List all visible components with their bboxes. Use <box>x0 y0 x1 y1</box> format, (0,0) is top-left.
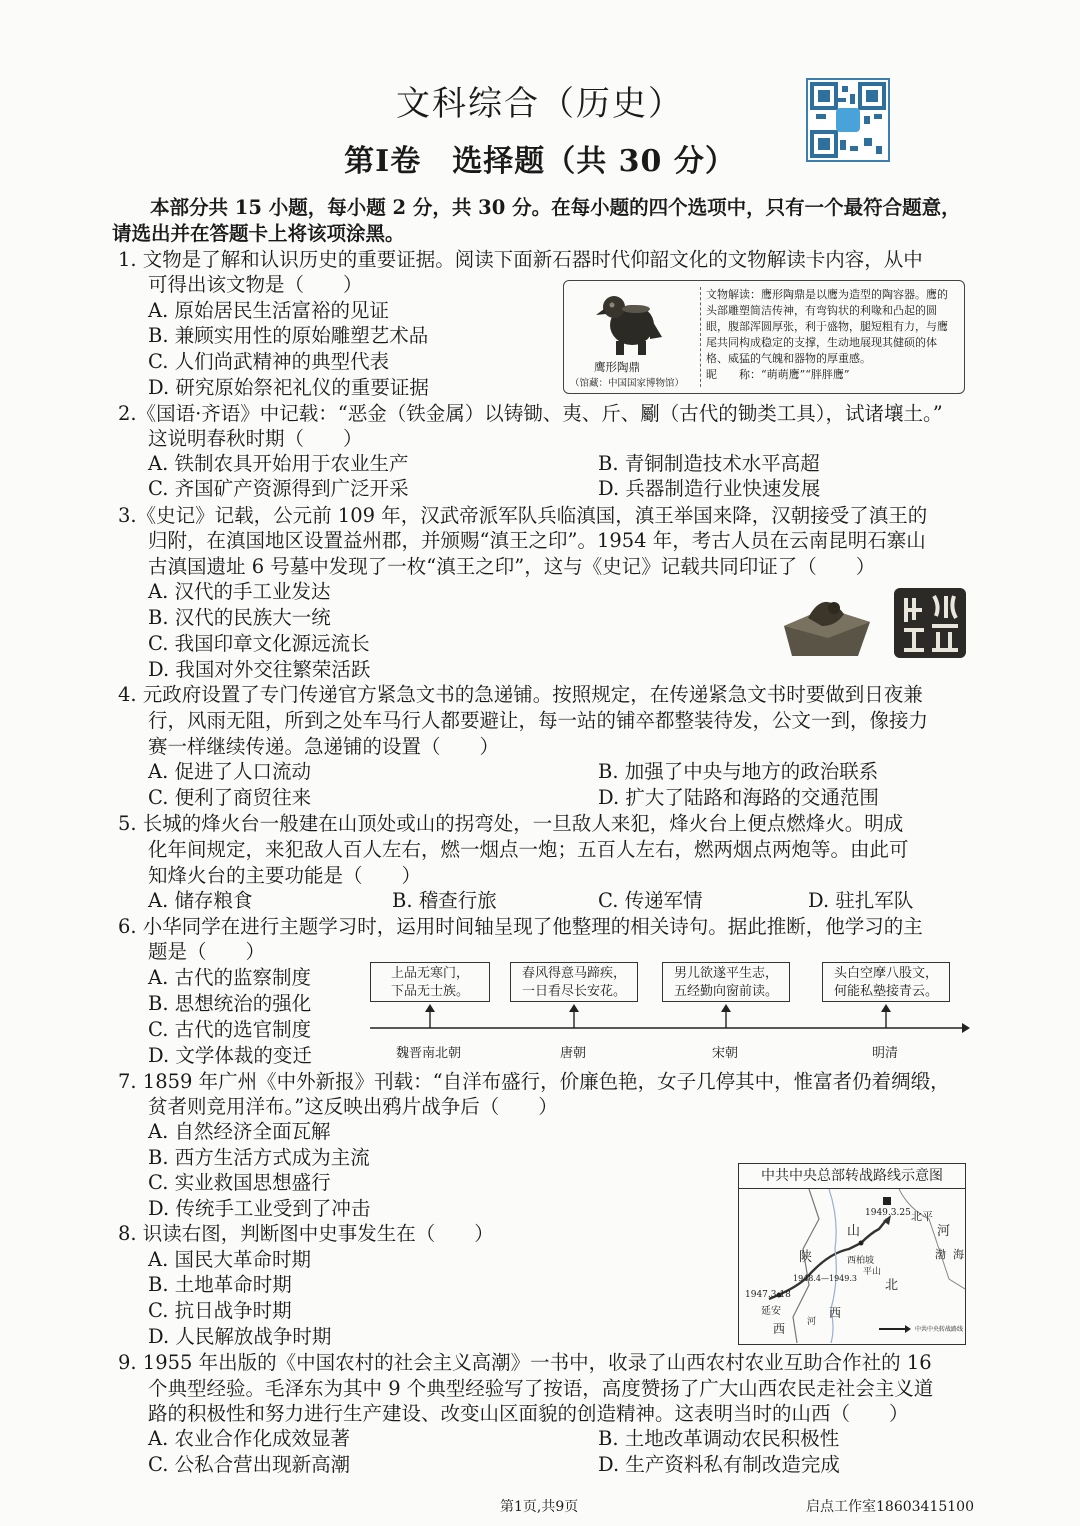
question-8-stem: 8. 识读右图，判断图中史事发生在（ ） <box>118 1222 494 1245</box>
timeline-axis <box>370 1002 970 1038</box>
question-7-option-a[interactable]: A. 自然经济全面瓦解 <box>148 1120 331 1143</box>
question-6-stem: 题是（ ） <box>148 940 266 963</box>
question-9-stem: 9. 1955 年出版的《中国农村的社会主义高潮》一书中，收录了山西农村农业互助合作社的 16 <box>118 1351 932 1374</box>
page-number: 第1页,共9页 <box>500 1499 579 1515</box>
seal-imprint-image <box>892 586 968 660</box>
question-4-option-c[interactable]: C. 便利了商贸往来 <box>148 786 312 809</box>
question-7-stem: 贫者则竞用洋布。”这反映出鸦片战争后（ ） <box>148 1095 558 1118</box>
qr-code-icon <box>806 78 890 162</box>
question-5-option-d[interactable]: D. 驻扎军队 <box>808 889 914 912</box>
question-2-stem: 2.《国语·齐语》中记载：“恶金（铁金属）以铸锄、夷、斤、劚（古代的锄类工具），试诸壤土。” <box>118 402 943 425</box>
question-9-option-d[interactable]: D. 生产资料私有制改造完成 <box>598 1453 840 1476</box>
question-2-option-b[interactable]: B. 青铜制造技术水平高超 <box>598 452 820 475</box>
question-2-option-c[interactable]: C. 齐国矿产资源得到广泛开采 <box>148 477 409 500</box>
question-5-stem: 化年间规定，来犯敌人百人左右，燃一烟点一炮；五百人左右，燃两烟点两炮等。由此可 <box>148 838 909 861</box>
question-3-stem: 古滇国遗址 6 号墓中发现了一枚“滇王之印”，这与《史记》记载共同印证了（ ） <box>148 555 876 578</box>
question-1-option-c[interactable]: C. 人们尚武精神的典型代表 <box>148 350 390 373</box>
artifact-description: 文物解读：鹰形陶鼎是以鹰为造型的陶容器。鹰的头部雕塑简洁传神，有弯钩状的利喙和凸起的圆眼，腹部浑圆厚张，利于盛物，腿短粗有力，与鹰尾共同构成稳定的支撑，生动地展现其健硕的体格、威猛的气魄和器物的厚重感。 昵 称：“萌萌鹰”“胖胖鹰” <box>706 288 948 381</box>
question-1-option-b[interactable]: B. 兼顾实用性的原始雕塑艺术品 <box>148 324 429 347</box>
question-1-option-a[interactable]: A. 原始居民生活富裕的见证 <box>148 299 389 322</box>
timeline <box>370 960 970 1060</box>
question-3-option-b[interactable]: B. 汉代的民族大一统 <box>148 606 331 629</box>
studio-contact: 启点工作室18603415100 <box>806 1499 974 1515</box>
eagle-vessel-image <box>594 287 664 357</box>
timeline-poem-3: 男儿欲遂平生志， 五经勤向窗前读。 <box>662 962 790 1002</box>
artifact-collection: （馆藏：中国国家博物馆） <box>570 378 685 389</box>
timeline-era-2: 唐朝 <box>560 1046 587 1061</box>
question-7-option-d[interactable]: D. 传统手工业受到了冲击 <box>148 1197 371 1220</box>
question-6-option-b[interactable]: B. 思想统治的强化 <box>148 992 312 1015</box>
instructions-line-2: 请选出并在答题卡上将该项涂黑。 <box>112 222 405 245</box>
question-3-option-d[interactable]: D. 我国对外交往繁荣活跃 <box>148 658 371 681</box>
question-5-option-a[interactable]: A. 储存粮食 <box>148 889 253 912</box>
question-9-option-c[interactable]: C. 公私合营出现新高潮 <box>148 1453 351 1476</box>
question-4-option-d[interactable]: D. 扩大了陆路和海路的交通范围 <box>598 786 879 809</box>
question-9-option-a[interactable]: A. 农业合作化成效显著 <box>148 1427 350 1450</box>
question-6-stem: 6. 小华同学在进行主题学习时，运用时间轴呈现了他整理的相关诗句。据此推断，他学习的主 <box>118 915 923 938</box>
question-6-option-a[interactable]: A. 古代的监察制度 <box>148 966 311 989</box>
question-4-option-b[interactable]: B. 加强了中央与地方的政治联系 <box>598 760 879 783</box>
artifact-card <box>563 280 965 394</box>
question-7-stem: 7. 1859 年广州《中外新报》刊载：“自洋布盛行，价廉色艳，女子几停其中，惟富者仍着绸缎， <box>118 1070 950 1093</box>
question-8-option-b[interactable]: B. 土地革命时期 <box>148 1273 292 1296</box>
question-2-stem: 这说明春秋时期（ ） <box>148 427 363 450</box>
question-7-option-b[interactable]: B. 西方生活方式成为主流 <box>148 1146 370 1169</box>
question-3-option-c[interactable]: C. 我国印章文化源远流长 <box>148 632 370 655</box>
question-1-stem: 可得出该文物是（ ） <box>148 273 363 296</box>
timeline-poem-2: 春风得意马蹄疾， 一日看尽长安花。 <box>510 962 638 1002</box>
question-4-stem: 行，风雨无阻，所到之处车马行人都要避让，每一站的铺卒都整装待发，公文一到，像接力 <box>148 709 929 732</box>
question-5-option-c[interactable]: C. 传递军情 <box>598 889 703 912</box>
question-3-stem: 3.《史记》记载，公元前 109 年，汉武帝派军队兵临滇国，滇王举国来降，汉朝接受了滇王的 <box>118 504 928 527</box>
question-4-option-a[interactable]: A. 促进了人口流动 <box>148 760 311 783</box>
question-1-option-d[interactable]: D. 研究原始祭祀礼仪的重要证据 <box>148 376 429 399</box>
question-4-stem: 4. 元政府设置了专门传递官方紧急文书的急递铺。按照规定，在传递紧急文书时要做到日夜兼 <box>118 683 923 706</box>
page-title: 文科综合（历史） <box>396 84 684 124</box>
seal-photo-image <box>778 582 874 662</box>
timeline-poem-1: 上品无寒门， 下品无士族。 <box>370 962 490 1002</box>
question-5-stem: 5. 长城的烽火台一般建在山顶处或山的拐弯处，一旦敌人来犯，烽火台上便点燃烽火。明成 <box>118 812 904 835</box>
question-3-option-a[interactable]: A. 汉代的手工业发达 <box>148 580 331 603</box>
question-6-option-c[interactable]: C. 古代的选官制度 <box>148 1018 312 1041</box>
question-2-option-d[interactable]: D. 兵器制造行业快速发展 <box>598 477 821 500</box>
timeline-era-1: 魏晋南北朝 <box>396 1046 462 1061</box>
question-8-option-a[interactable]: A. 国民大革命时期 <box>148 1248 311 1271</box>
question-6-option-d[interactable]: D. 文学体裁的变迁 <box>148 1044 312 1067</box>
question-5-stem: 知烽火台的主要功能是（ ） <box>148 864 422 887</box>
question-8-option-d[interactable]: D. 人民解放战争时期 <box>148 1325 332 1348</box>
question-8-option-c[interactable]: C. 抗日战争时期 <box>148 1299 292 1322</box>
question-5-option-b[interactable]: B. 稽查行旅 <box>392 889 497 912</box>
route-map: 中共中央总部转战路线示意图 1949.3.25 北平 河 山 渤 海 西柏坡 平山 1948.4—1949.3 陕 北 1947.3.18 延安 西 河 西 中共中央转战路线 <box>738 1163 966 1345</box>
question-7-option-c[interactable]: C. 实业救国思想盛行 <box>148 1171 331 1194</box>
section-title: 第Ⅰ卷 选择题（共 30 分） <box>344 144 736 179</box>
question-1-stem: 1. 文物是了解和认识历史的重要证据。阅读下面新石器时代仰韶文化的文物解读卡内容，从中 <box>118 248 923 271</box>
timeline-poem-4: 头白空摩八股文， 何能私塾接青云。 <box>822 962 950 1002</box>
timeline-era-3: 宋朝 <box>712 1046 739 1061</box>
timeline-era-4: 明清 <box>872 1046 899 1061</box>
instructions-line-1: 本部分共 15 小题，每小题 2 分，共 30 分。在每小题的四个选项中，只有一个最符合题意， <box>150 196 961 219</box>
question-9-option-b[interactable]: B. 土地改革调动农民积极性 <box>598 1427 840 1450</box>
map-title: 中共中央总部转战路线示意图 <box>739 1164 965 1189</box>
question-4-stem: 赛一样继续传递。急递铺的设置（ ） <box>148 735 500 758</box>
artifact-caption: 鹰形陶鼎 <box>594 360 640 374</box>
question-2-option-a[interactable]: A. 铁制农具开始用于农业生产 <box>148 452 409 475</box>
question-9-stem: 个典型经验。毛泽东为其中 9 个典型经验写了按语，高度赞扬了广大山西农民走社会主义道 <box>148 1377 934 1400</box>
question-9-stem: 路的积极性和努力进行生产建设、改变山区面貌的创造精神。这表明当时的山西（ ） <box>148 1402 909 1425</box>
question-3-stem: 归附，在滇国地区设置益州郡，并颁赐“滇王之印”。1954 年，考古人员在云南昆明石寨山 <box>148 529 926 552</box>
